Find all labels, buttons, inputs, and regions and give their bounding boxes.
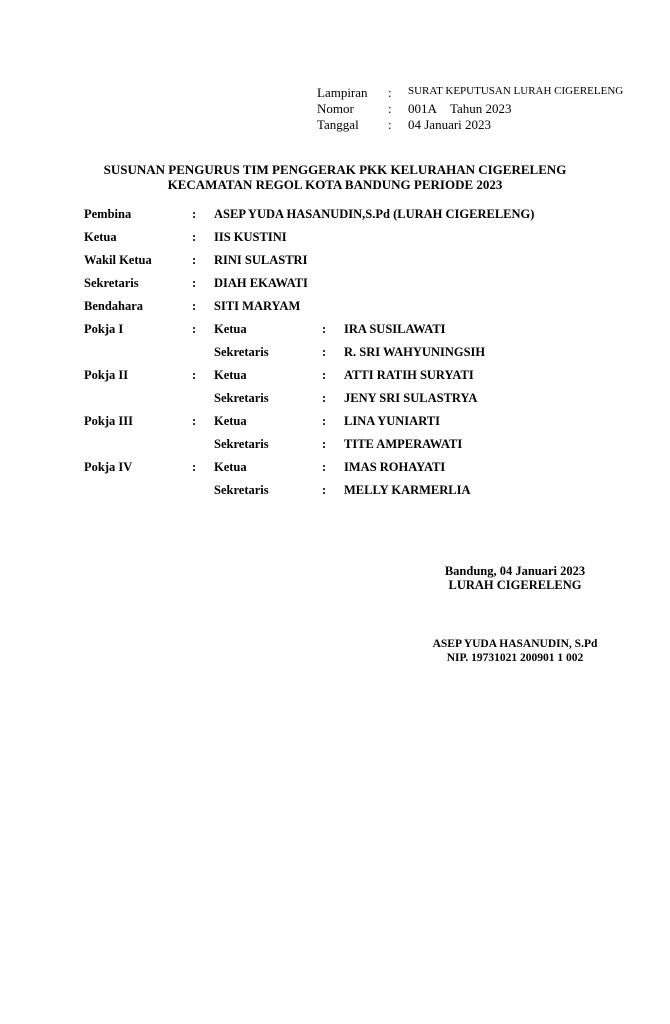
pokja-1-sekretaris-name: R. SRI WAHYUNINGSIH	[344, 345, 486, 359]
pembina-name: ASEP YUDA HASANUDIN,S.Pd (LURAH CIGERELENG)	[214, 207, 535, 221]
signatory-nip: NIP. 19731021 200901 1 002	[446, 652, 584, 664]
pokja-1-ketua-name: IRA SUSILAWATI	[344, 322, 446, 336]
bendahara-label: Bendahara	[84, 299, 144, 313]
pokja-4-ketua-role: Ketua	[214, 460, 247, 474]
pokja-2-sekretaris-name: JENY SRI SULASTRYA	[344, 391, 478, 405]
lampiran-label: Lampiran	[317, 85, 368, 100]
sekretaris-separator: :	[192, 276, 197, 290]
signature-position: LURAH CIGERELENG	[448, 578, 582, 592]
pokja-3-sekretaris-separator: :	[322, 437, 327, 451]
pokja-4-sekretaris-role: Sekretaris	[214, 483, 269, 497]
pokja-2-separator: :	[192, 368, 197, 382]
pokja-4-sekretaris-separator: :	[322, 483, 327, 497]
nomor-label: Nomor	[317, 101, 354, 116]
pokja-3-separator: :	[192, 414, 197, 428]
nomor-year: Tahun 2023	[450, 101, 512, 116]
signatory-name: ASEP YUDA HASANUDIN, S.Pd	[432, 638, 598, 650]
pokja-3-label: Pokja III	[84, 414, 133, 428]
pokja-1-sekretaris-separator: :	[322, 345, 327, 359]
sekretaris-name: DIAH EKAWATI	[214, 276, 308, 290]
pokja-1-sekretaris-role: Sekretaris	[214, 345, 269, 359]
ketua-label: Ketua	[84, 230, 117, 244]
pokja-2-ketua-separator: :	[322, 368, 327, 382]
wakil-ketua-separator: :	[192, 253, 197, 267]
pokja-3-sekretaris-role: Sekretaris	[214, 437, 269, 451]
ketua-separator: :	[192, 230, 197, 244]
pokja-2-sekretaris-separator: :	[322, 391, 327, 405]
pokja-4-sekretaris-name: MELLY KARMERLIA	[344, 483, 471, 497]
pembina-label: Pembina	[84, 207, 132, 221]
pokja-1-separator: :	[192, 322, 197, 336]
pokja-1-label: Pokja I	[84, 322, 124, 336]
ketua-name: IIS KUSTINI	[214, 230, 287, 244]
nomor-value: 001A	[408, 101, 437, 116]
pokja-3-ketua-role: Ketua	[214, 414, 247, 428]
sekretaris-label: Sekretaris	[84, 276, 139, 290]
wakil-ketua-label: Wakil Ketua	[84, 253, 152, 267]
pokja-4-label: Pokja IV	[84, 460, 133, 474]
lampiran-separator: :	[388, 85, 392, 100]
bendahara-name: SITI MARYAM	[214, 299, 301, 313]
pembina-separator: :	[192, 207, 197, 221]
pokja-1-ketua-separator: :	[322, 322, 327, 336]
pokja-2-ketua-name: ATTI RATIH SURYATI	[344, 368, 474, 382]
pokja-2-sekretaris-role: Sekretaris	[214, 391, 269, 405]
document-title-line-1: SUSUNAN PENGURUS TIM PENGGERAK PKK KELURAHAN CIGERELENG	[103, 162, 567, 177]
pokja-4-ketua-separator: :	[322, 460, 327, 474]
wakil-ketua-name: RINI SULASTRI	[214, 253, 308, 267]
pokja-2-ketua-role: Ketua	[214, 368, 247, 382]
pokja-3-ketua-name: LINA YUNIARTI	[344, 414, 440, 428]
signature-place-date: Bandung, 04 Januari 2023	[444, 564, 586, 578]
bendahara-separator: :	[192, 299, 197, 313]
document-title-line-2: KECAMATAN REGOL KOTA BANDUNG PERIODE 2023	[167, 177, 503, 192]
lampiran-value: SURAT KEPUTUSAN LURAH CIGERELENG	[408, 85, 624, 97]
pokja-4-separator: :	[192, 460, 197, 474]
nomor-separator: :	[388, 101, 392, 116]
pokja-4-ketua-name: IMAS ROHAYATI	[344, 460, 446, 474]
tanggal-separator: :	[388, 117, 392, 132]
pokja-3-ketua-separator: :	[322, 414, 327, 428]
pokja-2-label: Pokja II	[84, 368, 129, 382]
tanggal-label: Tanggal	[317, 117, 359, 132]
tanggal-value: 04 Januari 2023	[408, 117, 492, 132]
pokja-1-ketua-role: Ketua	[214, 322, 247, 336]
pokja-3-sekretaris-name: TITE AMPERAWATI	[344, 437, 463, 451]
